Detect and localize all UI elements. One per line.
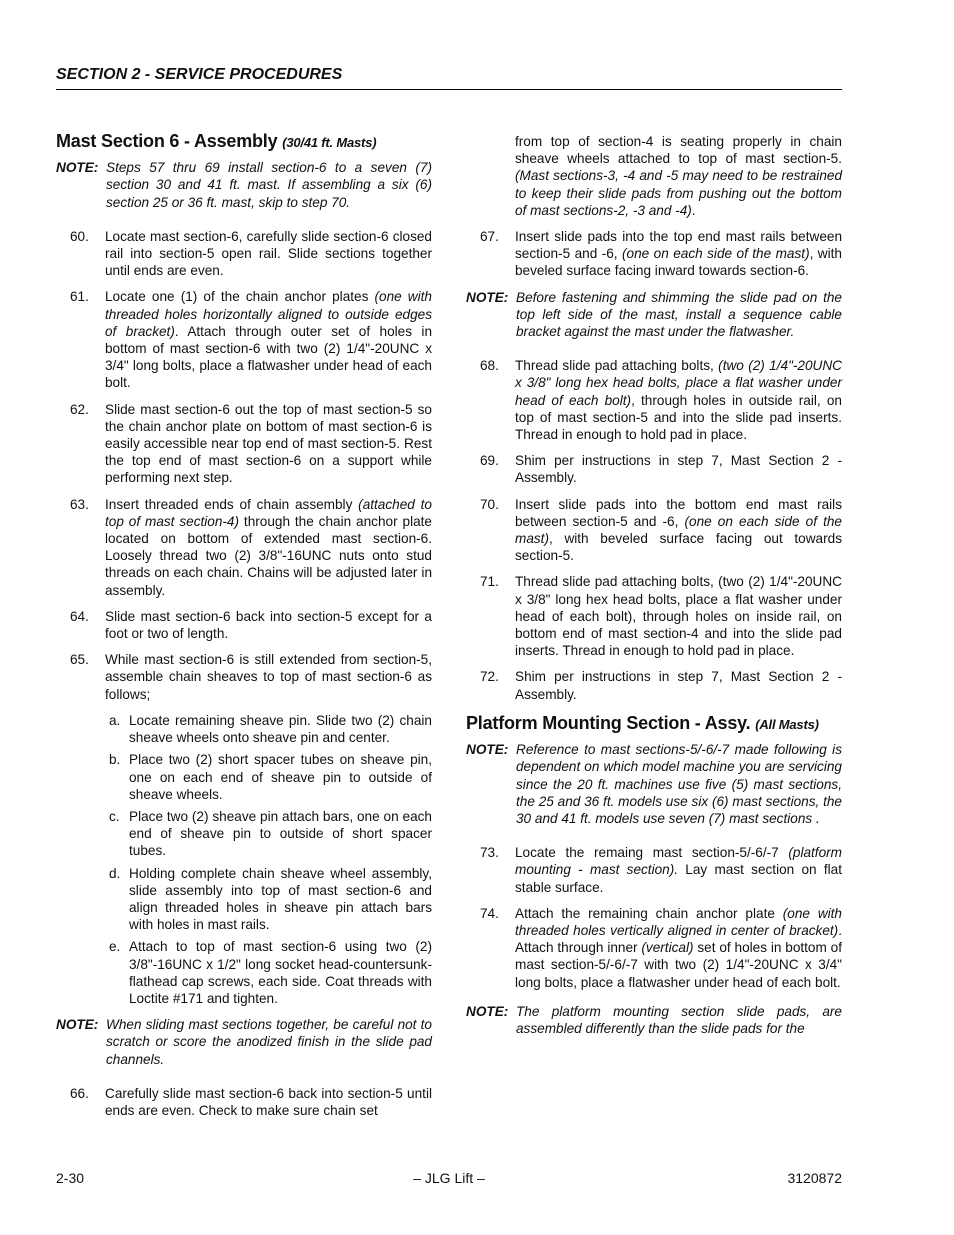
substep-letter: b. [109,752,121,768]
heading-sub: (30/41 ft. Masts) [282,135,377,150]
step-text: While mast section-6 is still extended from section-5, assemble chain sheaves to top of mast section-6 as follows; [105,652,432,702]
substep-text: Locate remaining sheave pin. Slide two (2) chain sheave wheels onto sheave pin and center. [129,712,432,746]
note-tag: NOTE: [56,160,99,176]
step-number: 73. [480,845,499,861]
step-text: Locate mast section-6, carefully slide section-6 closed rail into section-5 open rail. Slide sections together until ends are even. [105,228,432,279]
step-68 [466,357,842,443]
note [56,1016,432,1068]
step-63 [56,496,432,599]
substep-text: Place two (2) short spacer tubes on sheave pin, one on each end of sheave pin to outside of sheave wheels. [129,752,432,802]
note-tag: NOTE: [466,1003,509,1019]
step-text: Thread slide pad attaching bolts, (two (2) 1/4"-20UNC x 3/8" long hex head bolts, place a flat washer under head of each bolt), through holes in outside rail, on top of mast section-5 and into the slide pad inserts. Thread in enough to hold pad in place. [515,358,843,443]
substep-e [105,938,432,1007]
step-text: Insert threaded ends of chain assembly (attached to top of mast section-4) through the chain anchor plate located on bottom of extended mast section-6. Loosely thread two (2) 3/8"-16UNC nuts onto stud threads on each chain. Chains will be adjusted later in assembly. [105,496,432,598]
note [466,741,842,827]
step-67 [466,228,842,280]
step-62 [56,401,432,487]
step-text: Insert slide pads into the top end mast rails between section-5 and -6, (one on each side of the mast), with beveled surface facing inward towards section-6. [515,229,842,279]
heading-main: Mast Section 6 - Assembly [56,131,283,151]
step-number: 64. [70,608,89,624]
substep-d [105,865,432,934]
step-73 [466,844,842,896]
substep-a [105,712,432,746]
step-64 [56,608,432,642]
step-number: 65. [70,652,89,668]
substep-text: Place two (2) sheave pin attach bars, one on each end of sheave pin to outside of short spacer tubes. [129,808,432,859]
note-tag: NOTE: [466,742,509,758]
page-number: 2-30 [56,1170,85,1186]
note [56,159,432,211]
step-number: 60. [70,228,89,244]
note-text: Steps 57 thru 69 install section-6 to a seven (7) section 30 and 41 ft. mast. If assembling a six (6) section 25 or 36 ft. mast, skip to step 70. [106,160,432,210]
step-66 [56,1085,432,1119]
step-70 [466,496,842,565]
substep-text: Attach to top of mast section-6 using two (2) 3/8"-16UNC x 1/2" long socket head-countersunk-flathead cap screws, each side. Coat threads with Loctite #171 and tighten. [129,939,432,1006]
step-number: 71. [480,574,499,590]
note-text: Reference to mast sections-5/-6/-7 made following is dependent on which model machine you are servicing since the 20 ft. machines use five (5) mast sections, the 25 and 36 ft. models use six (6) mast sections, the 30 and 41 ft. models use seven (7) mast sections . [516,742,842,826]
step-text: Insert slide pads into the bottom end mast rails between section-5 and -6, (one on each side of the mast), with beveled surface facing out towards section-5. [515,496,842,564]
step-text: Shim per instructions in step 7, Mast Section 2 - Assembly. [515,669,842,702]
step-number: 62. [70,401,89,417]
document-number: 3120872 [787,1170,842,1186]
step-number: 63. [70,496,89,512]
note-text: When sliding mast sections together, be careful not to scratch or score the anodized finish in the slide pad channels. [106,1017,432,1067]
step-number: 69. [480,453,499,469]
step-number: 66. [70,1085,89,1101]
step-60 [56,228,432,280]
step-text: Locate one (1) of the chain anchor plates (one with threaded holes horizontally aligned to outside edges of bracket). Attach through outer set of holes in bottom of mast section-6 with two (2) 1/4"-20UNC x 3/4" long bolts, place a flatwasher under head of each bolt. [105,289,433,391]
substep-c [105,808,432,860]
step-text: Locate the remaing mast section-5/-6/-7 (platform mounting - mast section). Lay mast section on flat stable surface. [515,845,842,895]
step-number: 72. [480,669,499,685]
heading-main: Platform Mounting Section - Assy. [466,712,756,733]
substep-text: Holding complete chain sheave wheel assembly, slide assembly into top of mast section-6 and align threaded holes in sheave pin attach bars with holes in mast rails. [129,865,432,933]
step-number: 61. [70,289,89,305]
section-heading [466,712,842,733]
step-number: 67. [480,229,499,245]
step-74 [466,905,842,991]
step-number: 74. [480,905,499,921]
heading-sub: (All Masts) [755,716,819,732]
note-text: Before fastening and shimming the slide pad on the top left side of the mast, install a sequence cable bracket against the mast under the flatwasher. [516,289,842,340]
step-71 [466,573,842,659]
right-column [466,133,842,1054]
step-text: Attach the remaining chain anchor plate (one with threaded holes vertically aligned in center of bracket). Attach through inner (vertical) set of holes in bottom of mast section-5/-6/-7 with two (2) 1/4"-20UNC x 3/4" long bolts, place a flatwasher under head of each bolt. [515,905,842,990]
step-text: Thread slide pad attaching bolts, (two (2) 1/4"-20UNC x 3/8" long hex head bolts, place a flat washer under head of each bolt), through holes on inside rail, on bottom end of mast section-4 and into the slide pad inserts. Thread in enough to hold pad in place. [515,574,842,659]
substep-letter: a. [109,712,121,728]
step-65 [56,651,432,703]
step-69 [466,452,842,486]
substep-b [105,751,432,803]
substep-letter: c. [109,808,120,824]
step-text: Slide mast section-6 back into section-5 except for a foot or two of length. [105,608,432,642]
note [466,1003,842,1037]
footer-center: – JLG Lift – [413,1170,485,1186]
step-text: Shim per instructions in step 7, Mast Section 2 - Assembly. [515,453,842,486]
step-text: Slide mast section-6 out the top of mast section-5 so the chain anchor plate on bottom of mast section-6 is easily accessible near top end of mast section-5. Rest the top end of mast section-6 on a support while performing next step. [105,401,432,486]
step-number: 70. [480,496,499,512]
step-text: Carefully slide mast section-6 back into section-5 until ends are even. Check to make sure chain set [105,1085,432,1118]
note-tag: NOTE: [466,289,509,305]
note-text: The platform mounting section slide pads, are assembled differently than the slide pads for the [516,1003,842,1036]
substep-letter: e. [109,939,121,955]
section-heading [56,133,432,151]
left-column [56,133,432,1128]
step-72 [466,668,842,702]
step-number: 68. [480,358,499,374]
step-66-continued: from top of section-4 is seating properly in chain sheave wheels attached to top of mast section-5. (Mast sections-3, -4 and -5 may need to be restrained to keep their slide pads from pushing out the bottom of mast sections-2, -3 and -4). [515,134,842,218]
note [466,289,842,341]
note-tag: NOTE: [56,1017,99,1033]
section-header: SECTION 2 - SERVICE PROCEDURES [56,66,842,90]
substep-letter: d. [109,865,121,881]
step-61 [56,288,432,391]
